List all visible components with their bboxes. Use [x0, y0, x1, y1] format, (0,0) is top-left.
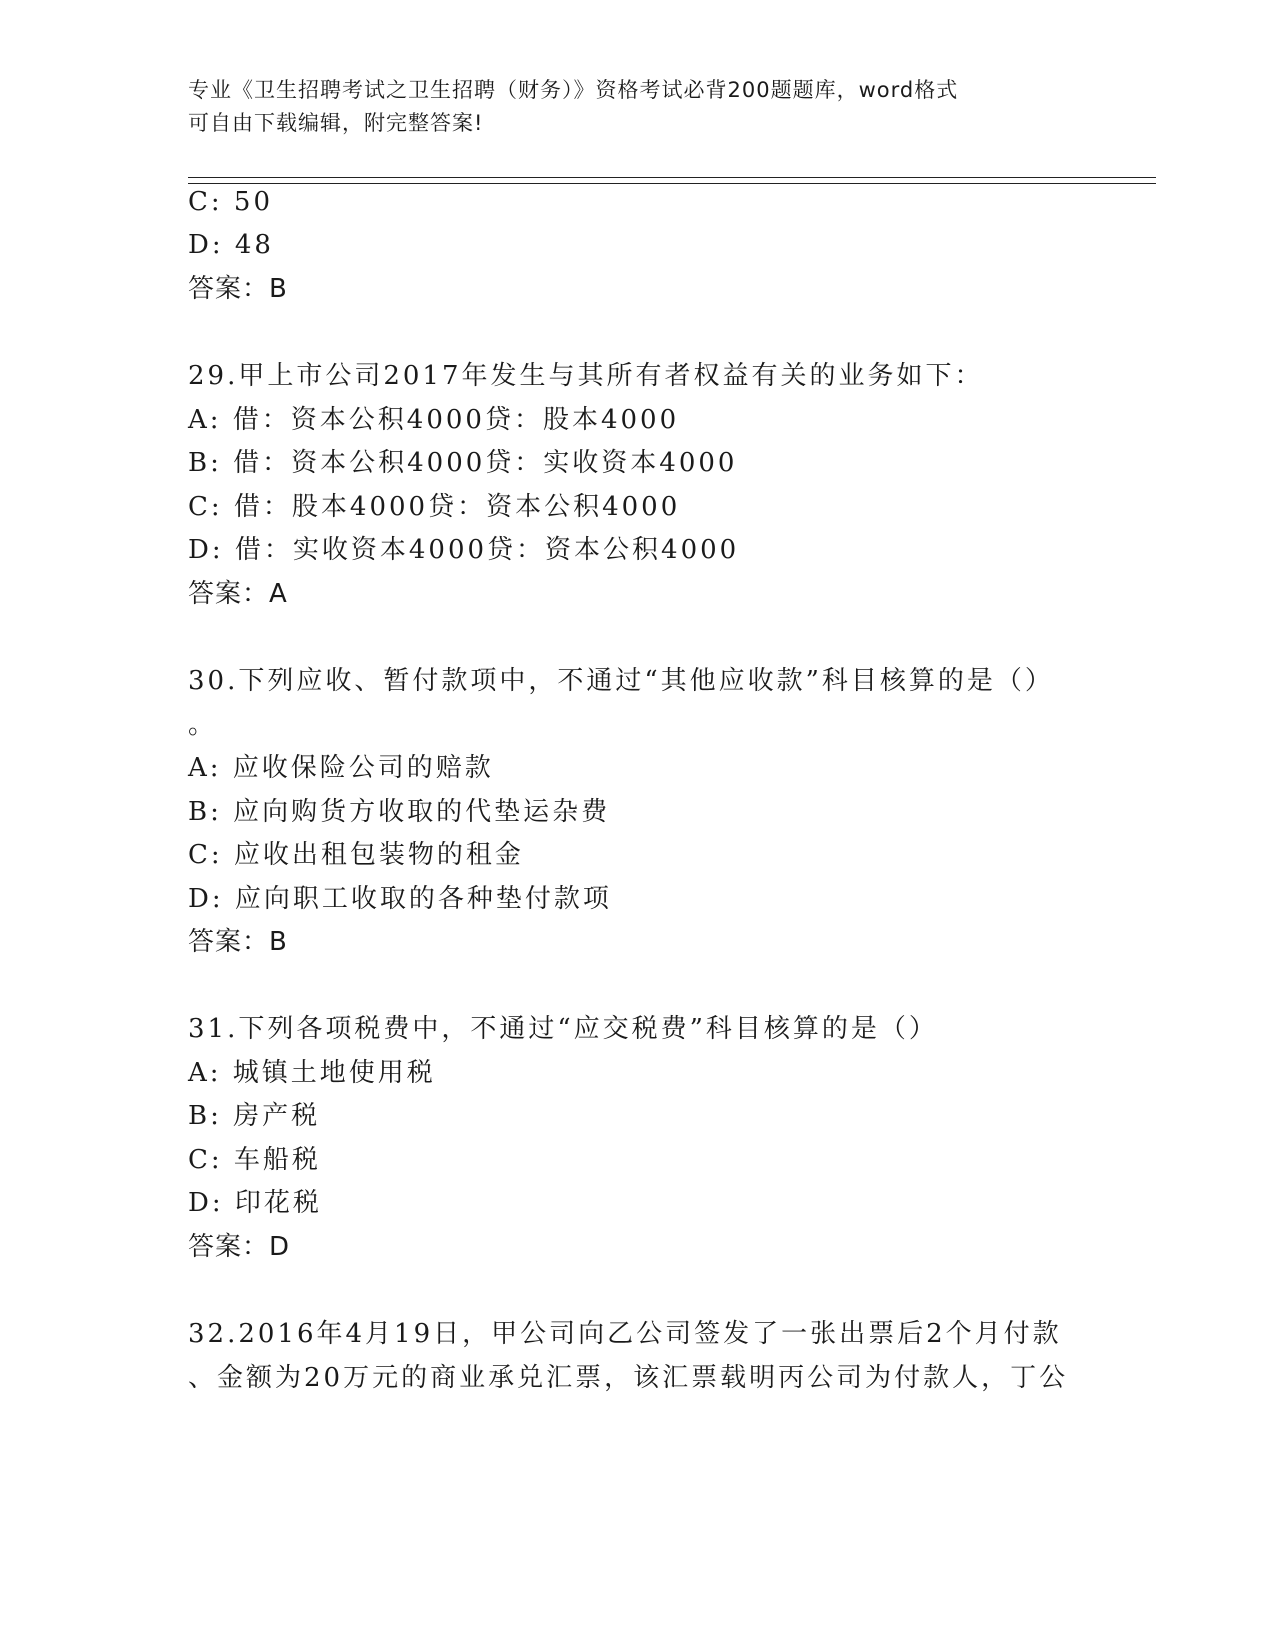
q31-option-b: B: 房产税 [188, 1101, 321, 1131]
q31-option-a: A: 城镇土地使用税 [188, 1058, 436, 1088]
q29-option-b: B: 借：资本公积4000贷：实收资本4000 [188, 448, 738, 478]
q31-option-d: D: 印花税 [188, 1188, 322, 1218]
q31-option-c: C: 车船税 [188, 1145, 321, 1175]
header-line-1: 专业《卫生招聘考试之卫生招聘（财务）》资格考试必背200题题库，word格式 [188, 78, 959, 102]
prev-answer: 答案：B [188, 274, 288, 304]
q29-answer: 答案：A [188, 579, 288, 609]
q30-stem-line-2: 。 [188, 710, 218, 740]
q30-option-c: C: 应收出租包装物的租金 [188, 840, 524, 870]
prev-option-c: C: 50 [188, 187, 274, 217]
q30-option-a: A: 应收保险公司的赔款 [188, 753, 494, 783]
q29-option-a: A: 借：资本公积4000贷：股本4000 [188, 405, 680, 435]
q30-answer: 答案：B [188, 927, 288, 957]
q29-stem: 29.甲上市公司2017年发生与其所有者权益有关的业务如下： [188, 361, 984, 391]
q29-option-c: C: 借：股本4000贷：资本公积4000 [188, 492, 681, 522]
prev-option-d: D: 48 [188, 230, 274, 260]
header-line-2: 可自由下载编辑，附完整答案! [188, 111, 484, 135]
q29-option-d: D: 借：实收资本4000贷：资本公积4000 [188, 535, 740, 565]
q30-option-d: D: 应向职工收取的各种垫付款项 [188, 884, 612, 914]
document-header [188, 74, 1068, 140]
header-divider-bottom [188, 183, 1156, 184]
q31-answer: 答案：D [188, 1232, 291, 1262]
header-divider-top [188, 177, 1156, 178]
q30-stem-line-1: 30.下列应收、暂付款项中，不通过“其他应收款”科目核算的是（） [188, 666, 1054, 696]
q30-option-b: B: 应向购货方收取的代垫运杂费 [188, 797, 611, 827]
q31-stem: 31.下列各项税费中，不通过“应交税费”科目核算的是（） [188, 1014, 938, 1044]
q32-stem-line-2: 、金额为20万元的商业承兑汇票，该汇票载明丙公司为付款人，丁公 [188, 1363, 1069, 1393]
q32-stem-line-1: 32.2016年4月19日，甲公司向乙公司签发了一张出票后2个月付款 [188, 1319, 1062, 1349]
